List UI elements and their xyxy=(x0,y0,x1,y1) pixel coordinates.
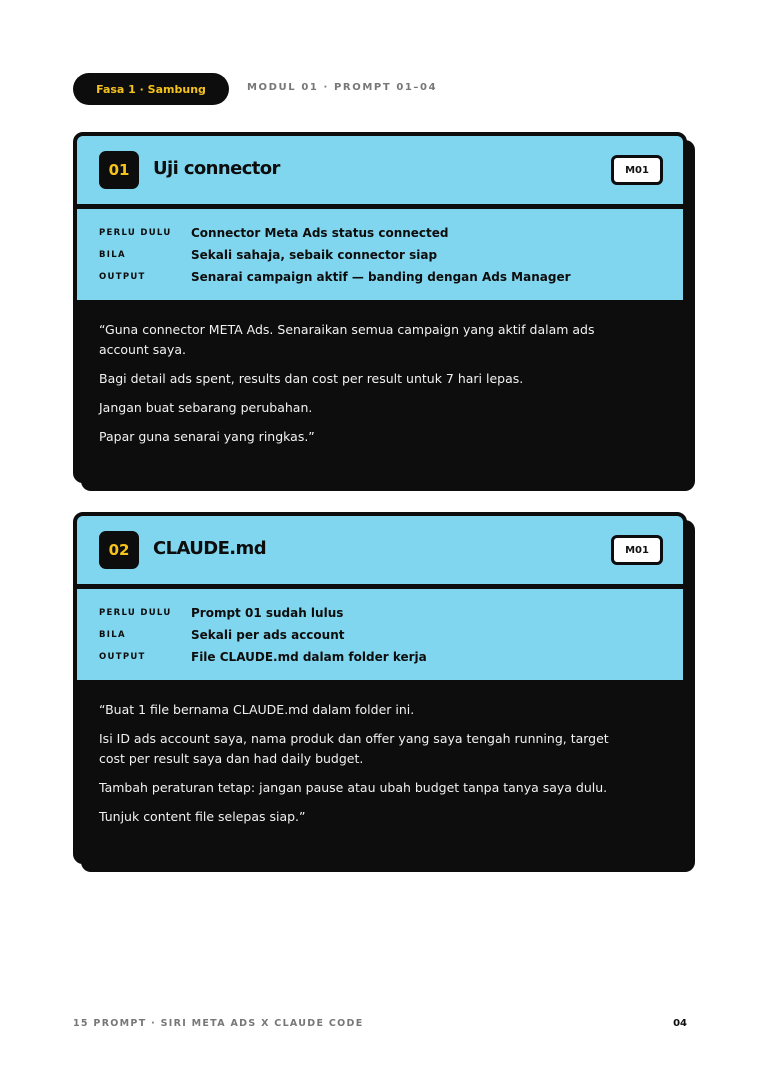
module-tag: M01 xyxy=(611,155,663,185)
card-header xyxy=(77,516,683,589)
card-title: Uji connector xyxy=(153,158,280,179)
meta-key: BILA xyxy=(99,630,126,640)
meta-key: OUTPUT xyxy=(99,652,146,662)
card-header xyxy=(77,136,683,209)
meta-value: Sekali per ads account xyxy=(191,628,345,642)
meta-value: Prompt 01 sudah lulus xyxy=(191,606,344,620)
prompt-paragraph: Tunjuk content file selepas siap.” xyxy=(99,809,306,824)
meta-value: Sekali sahaja, sebaik connector siap xyxy=(191,248,438,262)
meta-value: Connector Meta Ads status connected xyxy=(191,226,449,240)
prompt-paragraph: Jangan buat sebarang perubahan. xyxy=(99,400,313,415)
prompt-card-02 xyxy=(73,512,695,872)
meta-key: BILA xyxy=(99,250,126,260)
meta-key: PERLU DULU xyxy=(99,228,172,238)
phase-pill: Fasa 1 · Sambung xyxy=(73,73,229,105)
prompt-paragraph: Tambah peraturan tetap: jangan pause atau ubah budget tanpa tanya saya dulu. xyxy=(99,780,608,795)
module-tag: M01 xyxy=(611,535,663,565)
prompt-paragraph: Bagi detail ads spent, results dan cost per result untuk 7 hari lepas. xyxy=(99,371,524,386)
meta-row-perlu-dulu xyxy=(77,222,683,244)
meta-value: Senarai campaign aktif — banding dengan Ads Manager xyxy=(191,270,571,284)
module-label: MODUL 01 · PROMPT 01–04 xyxy=(247,82,438,93)
prompt-paragraph: Isi ID ads account saya, nama produk dan offer yang saya tengah running, target cost per result saya dan had daily budget. xyxy=(99,731,609,766)
card-number-badge: 01 xyxy=(99,151,139,189)
meta-row-perlu-dulu xyxy=(77,602,683,624)
footer-series-label: 15 PROMPT · SIRI META ADS X CLAUDE CODE xyxy=(73,1018,364,1029)
card-panel xyxy=(73,512,687,864)
prompt-paragraph: Papar guna senarai yang ringkas.” xyxy=(99,429,315,444)
page-number: 04 xyxy=(673,1018,687,1029)
meta-row-output xyxy=(77,646,683,668)
card-meta xyxy=(77,209,683,300)
prompt-text xyxy=(77,680,683,827)
card-meta xyxy=(77,589,683,680)
meta-key: OUTPUT xyxy=(99,272,146,282)
prompt-text xyxy=(77,300,683,447)
meta-row-output xyxy=(77,266,683,288)
prompt-paragraph: “Guna connector META Ads. Senaraikan semua campaign yang aktif dalam ads account saya. xyxy=(99,322,595,357)
card-title: CLAUDE.md xyxy=(153,538,266,559)
meta-row-bila xyxy=(77,624,683,646)
card-number-badge: 02 xyxy=(99,531,139,569)
prompt-card-01 xyxy=(73,132,695,491)
card-panel xyxy=(73,132,687,483)
meta-row-bila xyxy=(77,244,683,266)
meta-value: File CLAUDE.md dalam folder kerja xyxy=(191,650,427,664)
prompt-paragraph: “Buat 1 file bernama CLAUDE.md dalam folder ini. xyxy=(99,702,415,717)
meta-key: PERLU DULU xyxy=(99,608,172,618)
